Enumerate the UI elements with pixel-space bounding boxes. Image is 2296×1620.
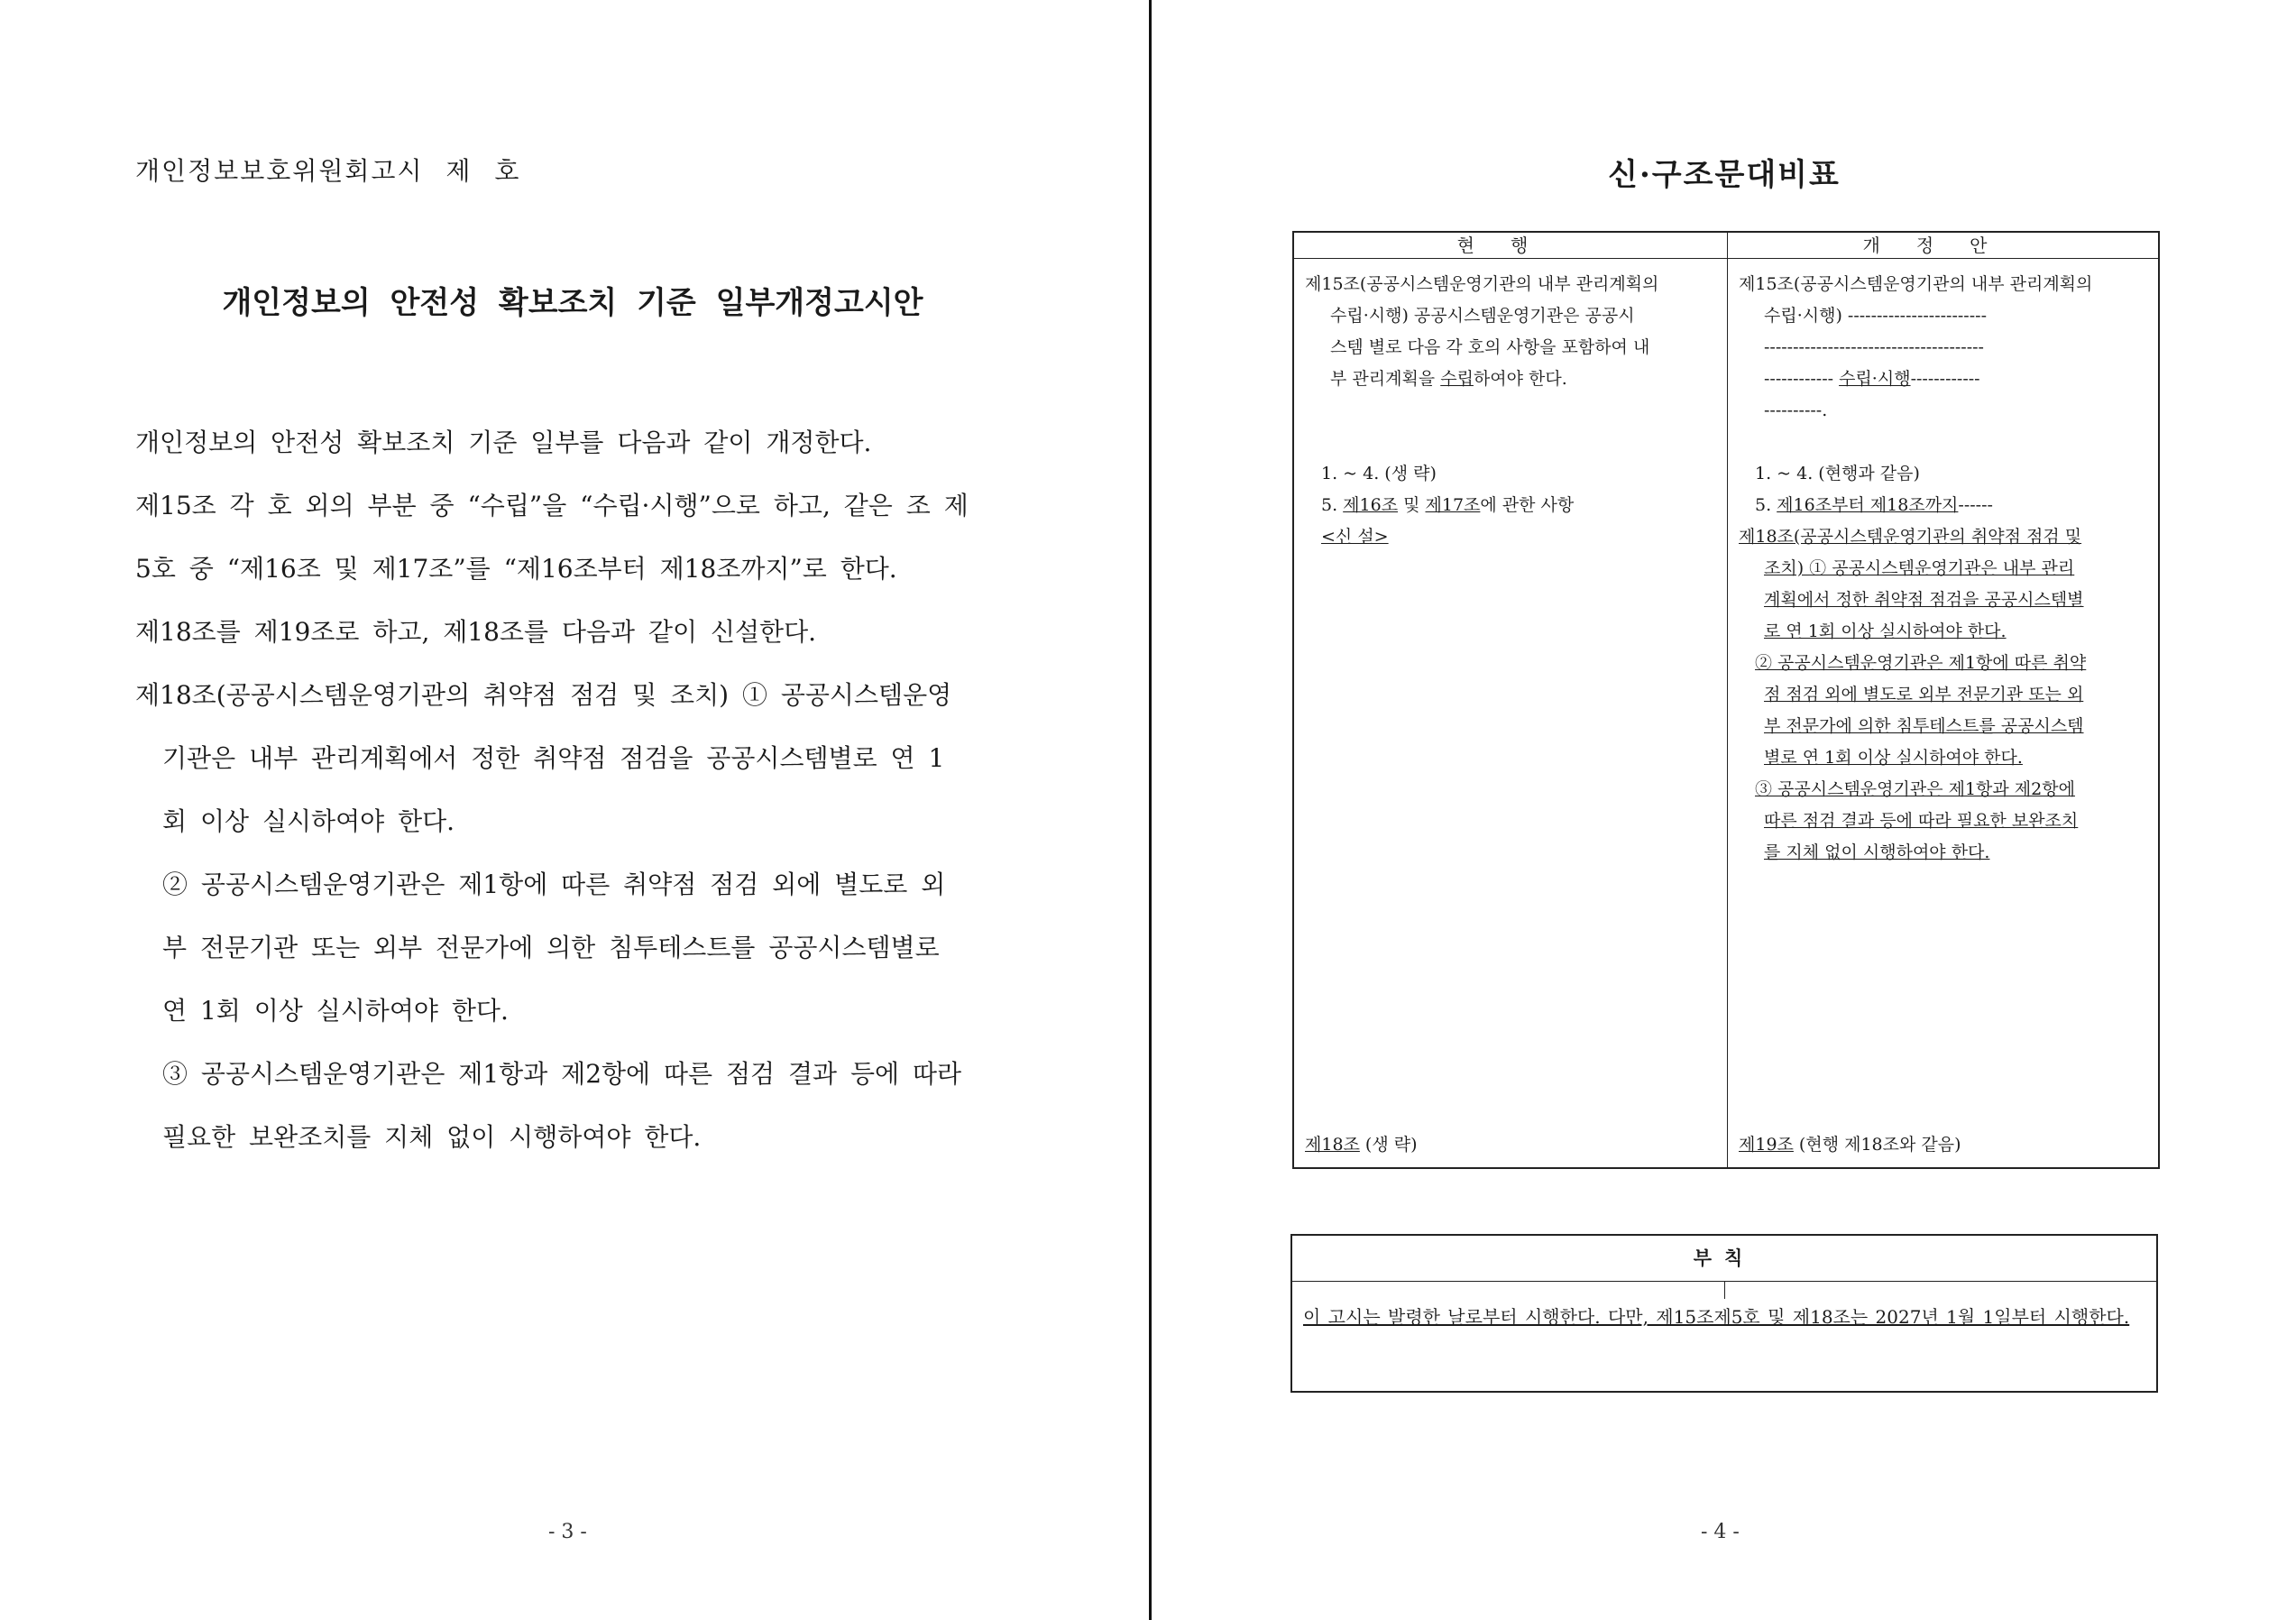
revised-column (1739, 269, 2149, 1155)
revised-art18-line: 조치) ① 공공시스템운영기관은 내부 관리 (1764, 558, 2075, 578)
revised-art15-line (1739, 364, 2149, 395)
column-divider (1727, 233, 1728, 1167)
spacer (1739, 427, 2149, 458)
body-line: 개인정보의 안전성 확보조치 기준 일부를 다음과 같이 개정한다. (135, 428, 872, 457)
addenda-text: 이 고시는 발령한 날로부터 시행한다. 다만, 제15조제5호 및 제18조는 2027년 1월 1일부터 시행한다. (1303, 1306, 2130, 1328)
current-column (1305, 269, 1715, 1155)
text-segment: 하여야 한다. (1473, 369, 1567, 389)
revised-art18-line: 계획에서 정한 취약점 점검을 공공시스템별 (1764, 590, 2084, 610)
page-divider (1149, 0, 1152, 1620)
revised-art18-line: ③ 공공시스템운영기관은 제1항과 제2항에 (1755, 779, 2075, 799)
revised-art18-line: 별로 연 1회 이상 실시하여야 한다. (1764, 748, 2023, 768)
revised-art18-line: 점 점검 외에 별도로 외부 전문기관 또는 외 (1764, 685, 2084, 704)
notice-number: 개인정보보호위원회고시 제 호 (135, 156, 521, 186)
right-page (1153, 0, 2296, 1620)
revised-art18-line: 따른 점검 결과 등에 따라 필요한 보완조치 (1764, 811, 2079, 831)
body-line: 제15조 각 호 외의 부분 중 “수립”을 “수립·시행”으로 하고, 같은 조 제 (135, 491, 969, 520)
amendment-body (135, 411, 1019, 1169)
body-line: 제18조를 제19조로 하고, 제18조를 다음과 같이 신설한다. (135, 617, 817, 647)
body-line: ② 공공시스템운영기관은 제1항에 따른 취약점 점검 외에 별도로 외 (162, 870, 946, 899)
body-line: 제18조(공공시스템운영기관의 취약점 점검 및 조치) ① 공공시스템운영 (135, 680, 952, 710)
underlined-change: 제17조 (1425, 495, 1481, 515)
text-segment: 5. (1321, 495, 1344, 515)
comparison-title: 신·구조문대비표 (1608, 157, 1841, 193)
body-line: 부 전문기관 또는 외부 전문가에 의한 침투테스트를 공공시스템별로 (162, 933, 940, 962)
revised-art15-line: -------------------------------------- (1764, 337, 1984, 357)
underlined-change: <신 설> (1321, 527, 1389, 547)
text-segment: (현행 제18조와 같음) (1793, 1135, 1961, 1155)
text-segment: 부 관리계획을 (1330, 369, 1441, 389)
underlined-change: 제19조 (1739, 1135, 1794, 1155)
addenda-header: 부칙 (1292, 1236, 2156, 1282)
text-segment: ------------ (1910, 369, 1980, 389)
body-line: 기관은 내부 관리계획에서 정한 취약점 점검을 공공시스템별로 연 1 (162, 743, 945, 773)
document-title: 개인정보의 안전성 확보조치 기준 일부개정고시안 (222, 285, 923, 321)
page-number: - 3 - (548, 1521, 587, 1543)
text-segment: 및 (1398, 495, 1426, 515)
revised-art18-line: 로 연 1회 이상 실시하여야 한다. (1764, 621, 2007, 641)
revised-art15-line: ----------. (1764, 400, 1828, 420)
page-number: - 4 - (1701, 1521, 1740, 1543)
body-line: 연 1회 이상 실시하여야 한다. (162, 996, 509, 1026)
current-art15-line: 수립·시행) 공공시스템운영기관은 공공시 (1330, 306, 1635, 326)
current-item-5 (1305, 490, 1715, 521)
header-current: 현행 (1294, 233, 1727, 259)
body-line: 회 이상 실시하여야 한다. (162, 806, 455, 836)
body-line: ③ 공공시스템운영기관은 제1항과 제2항에 따른 점검 결과 등에 따라 (162, 1059, 962, 1089)
revised-art18-line: ② 공공시스템운영기관은 제1항에 따른 취약 (1755, 653, 2087, 673)
addenda-tick (1724, 1281, 1725, 1299)
underlined-change: 제16조 (1343, 495, 1399, 515)
revised-item-5 (1739, 490, 2149, 521)
body-line: 5호 중 “제16조 및 제17조”를 “제16조부터 제18조까지”로 한다. (135, 554, 897, 584)
revised-items-1-4: 1. ~ 4. (현행과 같음) (1755, 464, 1920, 483)
revised-art18-line: 부 전문가에 의한 침투테스트를 공공시스템 (1764, 716, 2084, 736)
text-segment: 에 관한 사항 (1480, 495, 1575, 515)
text-segment: (생 략) (1359, 1135, 1418, 1155)
new-article-marker (1305, 521, 1715, 553)
text-segment: 5. (1755, 495, 1777, 515)
body-line: 필요한 보완조치를 지체 없이 시행하여야 한다. (162, 1122, 702, 1152)
current-art15-line: 스템 별로 다음 각 호의 사항을 포함하여 내 (1330, 337, 1650, 357)
text-segment: ------ (1958, 495, 1993, 515)
spacer (1305, 395, 1715, 427)
underlined-change: 수립 (1440, 369, 1474, 389)
current-art15-line (1305, 364, 1715, 395)
underlined-change: 수립·시행 (1839, 369, 1911, 389)
spacer (1305, 427, 1715, 458)
current-art15-line: 제15조(공공시스템운영기관의 내부 관리계획의 (1305, 274, 1659, 294)
text-segment: ------------ (1764, 369, 1840, 389)
revised-art18-line: 를 지체 없이 시행하여야 한다. (1764, 842, 1990, 862)
underlined-change: 제16조부터 제18조까지 (1777, 495, 1959, 515)
revised-art18-line: 제18조(공공시스템운영기관의 취약점 점검 및 (1739, 527, 2082, 547)
current-items-1-4: 1. ~ 4. (생 략) (1321, 464, 1437, 483)
revised-art15-line: 제15조(공공시스템운영기관의 내부 관리계획의 (1739, 274, 2093, 294)
revised-art15-line: 수립·시행) ------------------------ (1764, 306, 1987, 326)
addenda-box (1290, 1234, 2158, 1393)
current-art18 (1305, 1131, 1418, 1155)
revised-art19 (1739, 1131, 1961, 1155)
comparison-table (1292, 231, 2160, 1169)
header-revised: 개정안 (1728, 233, 2158, 259)
underlined-change: 제18조 (1305, 1135, 1360, 1155)
